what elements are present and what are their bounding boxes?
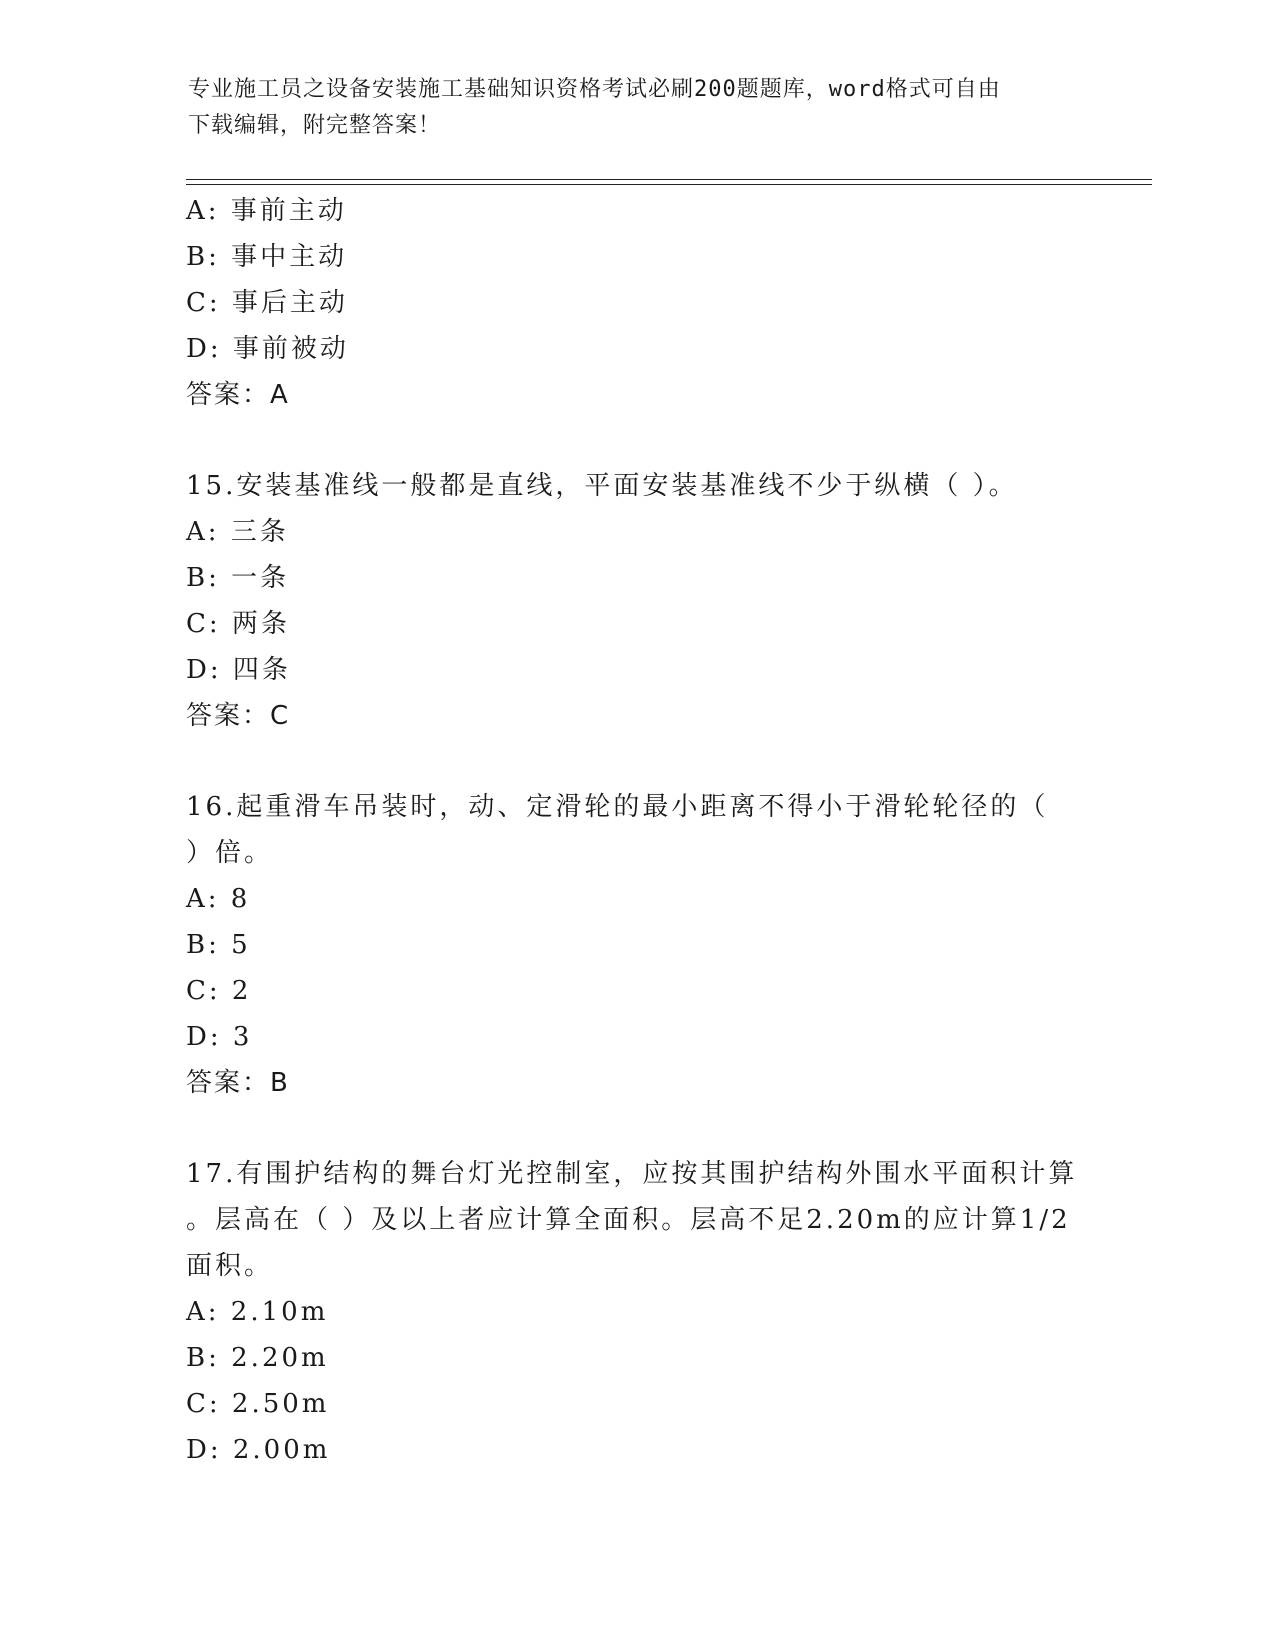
q15-option-a: A: 三条: [186, 517, 289, 547]
q17-option-d: D: 2.00m: [186, 1435, 331, 1465]
q16-option-c: C: 2: [186, 976, 252, 1006]
q17-stem-line-3: 面积。: [186, 1251, 274, 1281]
q15-option-c: C: 两条: [186, 609, 290, 639]
header-line-1: 专业施工员之设备安装施工基础知识资格考试必刷200题题库，word格式可自由: [188, 77, 1001, 102]
q16-answer: 答案：B: [186, 1068, 290, 1098]
q17-option-c: C: 2.50m: [186, 1389, 330, 1419]
q16-option-a: A: 8: [186, 884, 251, 914]
q16-stem-line-2: ）倍。: [186, 838, 274, 868]
header-line-2: 下载编辑，附完整答案！: [188, 113, 442, 138]
q16-option-d: D: 3: [186, 1022, 253, 1052]
q16-option-b: B: 5: [186, 930, 251, 960]
header-divider-top: [186, 179, 1152, 180]
q17-stem-line-1: 17.有围护结构的舞台灯光控制室，应按其围护结构外围水平面积计算: [186, 1159, 1078, 1189]
question-14: [186, 188, 1086, 418]
q14-answer: 答案：A: [186, 380, 290, 410]
q14-option-b: B: 事中主动: [186, 242, 348, 272]
q15-option-b: B: 一条: [186, 563, 290, 593]
q14-option-d: D: 事前被动: [186, 334, 349, 364]
page-header: [188, 72, 1088, 144]
question-16: [186, 784, 1086, 1106]
q15-answer: 答案：C: [186, 701, 291, 731]
header-divider-bottom: [186, 184, 1152, 185]
question-17: [186, 1151, 1086, 1473]
question-list: [186, 188, 1086, 1473]
q14-option-c: C: 事后主动: [186, 288, 348, 318]
q17-option-b: B: 2.20m: [186, 1343, 329, 1373]
q14-option-a: A: 事前主动: [186, 196, 347, 226]
q17-stem-line-2: 。层高在（ ）及以上者应计算全面积。层高不足2.20m的应计算1/2: [186, 1205, 1071, 1235]
q15-stem: 15.安装基准线一般都是直线，平面安装基准线不少于纵横（ ）。: [186, 471, 1018, 501]
q16-stem-line-1: 16.起重滑车吊装时，动、定滑轮的最小距离不得小于滑轮轮径的（: [186, 792, 1049, 822]
q15-option-d: D: 四条: [186, 655, 291, 685]
q17-option-a: A: 2.10m: [186, 1297, 329, 1327]
question-15: [186, 463, 1086, 739]
